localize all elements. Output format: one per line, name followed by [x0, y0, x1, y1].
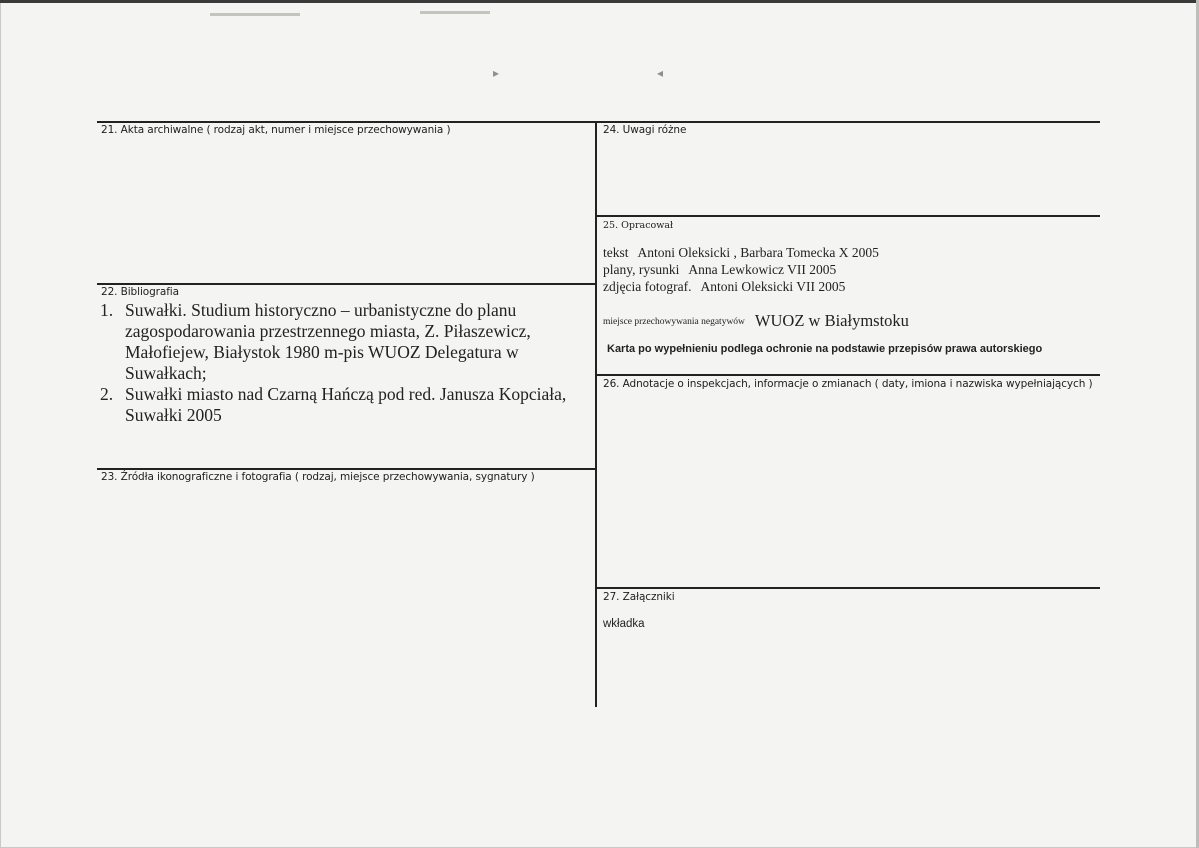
- section-26-rule: [595, 374, 1100, 376]
- section-25-rule: [595, 215, 1100, 217]
- section-25-label: 25. Opracował: [603, 220, 674, 231]
- bibliography-entry-number: 2.: [100, 384, 114, 404]
- section-26-label: 26. Adnotacje o inspekcjach, informacje o zmianach ( daty, imiona i nazwiska wypełniających ): [603, 378, 1093, 390]
- top-rule: [97, 121, 1100, 123]
- section-22-rule: [97, 283, 595, 285]
- author-line-photos: [603, 279, 845, 295]
- author-line-value: Antoni Oleksicki VII 2005: [700, 279, 846, 294]
- attachments-value: wkładka: [603, 618, 645, 630]
- section-23-rule: [97, 468, 595, 470]
- section-21-label: 21. Akta archiwalne ( rodzaj akt, numer i miejsce przechowywania ): [101, 124, 451, 136]
- scan-arrow-left-icon: ▸: [493, 66, 500, 80]
- bibliography-entry: [100, 384, 570, 426]
- column-divider: [595, 121, 597, 707]
- copyright-notice: Karta po wypełnieniu podlega ochronie na podstawie przepisów prawa autorskiego: [607, 343, 1043, 355]
- section-27-label: 27. Załączniki: [603, 591, 675, 603]
- negatives-storage-label: miejsce przechowywania negatywów: [603, 317, 745, 327]
- author-line-value: Anna Lewkowicz VII 2005: [688, 262, 837, 277]
- section-27-rule: [595, 587, 1100, 589]
- section-23-label: 23. Źródła ikonograficzne i fotografia ( rodzaj, miejsce przechowywania, sygnatury ): [101, 471, 535, 483]
- author-line-drawings: [603, 262, 836, 278]
- bibliography-list: [100, 300, 570, 426]
- section-24-label: 24. Uwagi różne: [603, 124, 687, 136]
- author-line-key: plany, rysunki: [603, 262, 680, 277]
- scan-smudge: [210, 13, 300, 16]
- negatives-storage: [603, 311, 909, 331]
- bibliography-entry: [100, 300, 570, 384]
- bibliography-entry-text: Suwałki. Studium historyczno – urbanistyczne do planu zagospodarowania przestrzennego miasta, Z. Piłaszewicz, Małofiejew, Białystok 1980 m-pis WUOZ Delegatura w Suwałkach;: [125, 300, 531, 383]
- scan-smudge: [420, 11, 490, 14]
- bibliography-entry-text: Suwałki miasto nad Czarną Hańczą pod red. Janusza Kopciała, Suwałki 2005: [125, 384, 567, 425]
- bibliography-entry-number: 1.: [100, 300, 114, 320]
- author-line-key: zdjęcia fotograf.: [603, 279, 692, 294]
- author-line-text: [603, 245, 879, 261]
- page-top-edge: [0, 0, 1199, 3]
- author-line-value: Antoni Oleksicki , Barbara Tomecka X 2005: [637, 245, 879, 260]
- scan-arrow-right-icon: ◂: [657, 66, 664, 80]
- author-line-key: tekst: [603, 245, 629, 260]
- section-22-label: 22. Bibliografia: [101, 286, 179, 298]
- negatives-storage-value: WUOZ w Białymstoku: [754, 311, 909, 330]
